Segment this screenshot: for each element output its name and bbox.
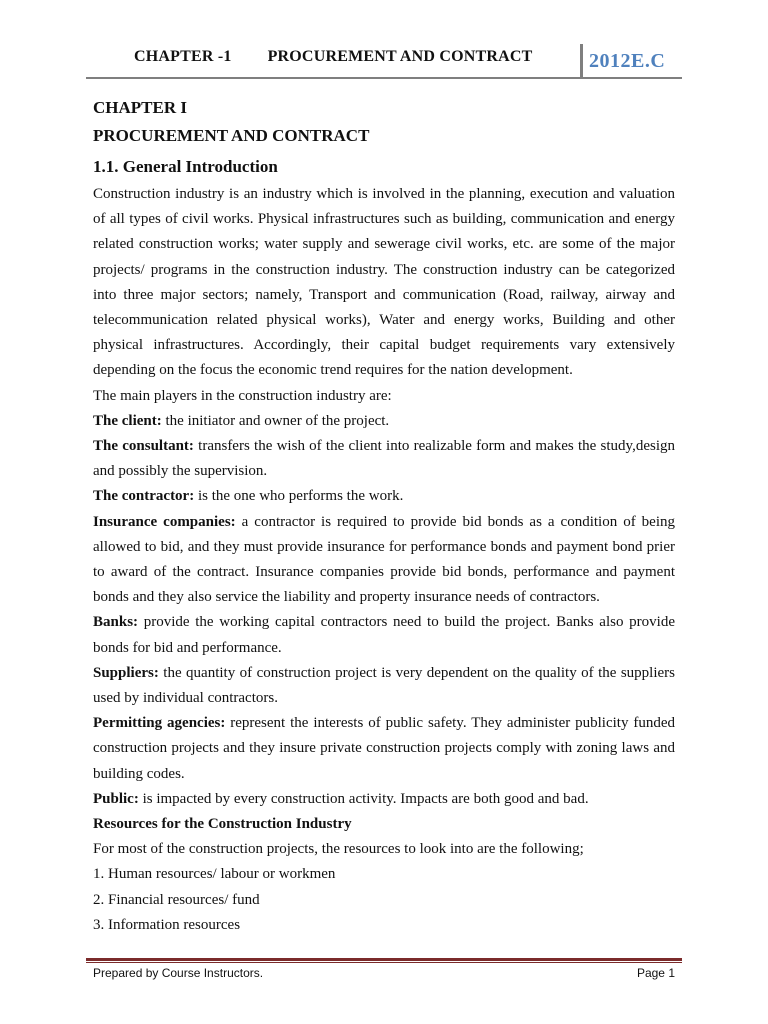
player-text: the initiator and owner of the project. bbox=[161, 412, 390, 429]
player-term: Permitting agencies: bbox=[93, 715, 226, 732]
player-term: The consultant: bbox=[93, 438, 194, 455]
player-text: transfers the wish of the client into realizable form and makes the study,design and possibly the supervision. bbox=[93, 438, 675, 480]
footer-rule bbox=[86, 958, 682, 961]
resource-item: 1. Human resources/ labour or workmen bbox=[93, 866, 336, 883]
player-contractor bbox=[93, 484, 675, 509]
header-chapter: CHAPTER -1 bbox=[134, 48, 232, 65]
resource-item: 2. Financial resources/ fund bbox=[93, 891, 260, 908]
header-title-line bbox=[134, 48, 533, 66]
player-text: a contractor is required to provide bid bonds as a condition of being allowed to bid, and they must provide insurance for performance bonds and payment bond prier to award of the contract. Insurance companies provide bid bonds, performance and payment bonds and they also service the liability and property insurance needs of contractors. bbox=[93, 513, 675, 606]
intro-paragraph: Construction industry is an industry which is involved in the planning, execution and valuation of all types of civil works. Physical infrastructures such as building, communication and energy related construction works; water supply and sewerage civil works, etc. are some of the major projects/ programs in the construction industry. The construction industry can be categorized into three major sectors; namely, Transport and communication (Road, railway, airway and telecommunication related physical works), Water and energy works, Building and other physical infrastructures. Accordingly, their capital budget requirements vary extensively depending on the focus the economic trend requires for the nation development. bbox=[93, 186, 675, 379]
player-insurance bbox=[93, 510, 675, 611]
player-term: Suppliers: bbox=[93, 664, 159, 681]
player-text: is the one who performs the work. bbox=[194, 488, 404, 505]
player-term: Insurance companies: bbox=[93, 513, 236, 530]
page-footer bbox=[93, 966, 675, 980]
player-permitting bbox=[93, 711, 675, 787]
resource-item: 3. Information resources bbox=[93, 916, 241, 933]
page-body bbox=[93, 94, 675, 938]
player-term: The contractor: bbox=[93, 488, 195, 505]
resources-heading: Resources for the Construction Industry bbox=[93, 816, 352, 833]
footer-rule-thin bbox=[86, 962, 682, 963]
resources-intro: For most of the construction projects, the resources to look into are the following; bbox=[93, 841, 584, 858]
chapter-heading: CHAPTER I bbox=[93, 98, 187, 117]
chapter-title: PROCUREMENT AND CONTRACT bbox=[93, 126, 370, 145]
player-term: The client: bbox=[93, 412, 162, 429]
player-banks bbox=[93, 610, 675, 660]
section-heading: 1.1. General Introduction bbox=[93, 157, 278, 176]
player-public bbox=[93, 787, 675, 812]
players-intro: The main players in the construction industry are: bbox=[93, 387, 392, 404]
header-rule bbox=[86, 77, 682, 79]
player-consultant bbox=[93, 434, 675, 484]
player-client bbox=[93, 409, 675, 434]
header-year: 2012E.C bbox=[589, 50, 666, 72]
header-divider bbox=[580, 44, 583, 78]
player-text: provide the working capital contractors need to build the project. Banks also provide bonds for bid and performance. bbox=[93, 614, 675, 656]
player-suppliers bbox=[93, 661, 675, 711]
player-text: represent the interests of public safety. They administer publicity funded construction projects and they insure private construction projects comply with zoning laws and building codes. bbox=[93, 715, 675, 782]
page-number: Page 1 bbox=[636, 966, 675, 980]
footer-credit: Prepared by Course Instructors. bbox=[93, 966, 264, 980]
player-term: Banks: bbox=[93, 614, 139, 631]
page-header bbox=[86, 44, 682, 78]
player-text: the quantity of construction project is very dependent on the quality of the suppliers used by individual contractors. bbox=[93, 664, 675, 707]
header-title: PROCUREMENT AND CONTRACT bbox=[267, 48, 533, 65]
player-term: Public: bbox=[93, 790, 139, 807]
player-text: is impacted by every construction activity. Impacts are both good and bad. bbox=[138, 790, 589, 807]
